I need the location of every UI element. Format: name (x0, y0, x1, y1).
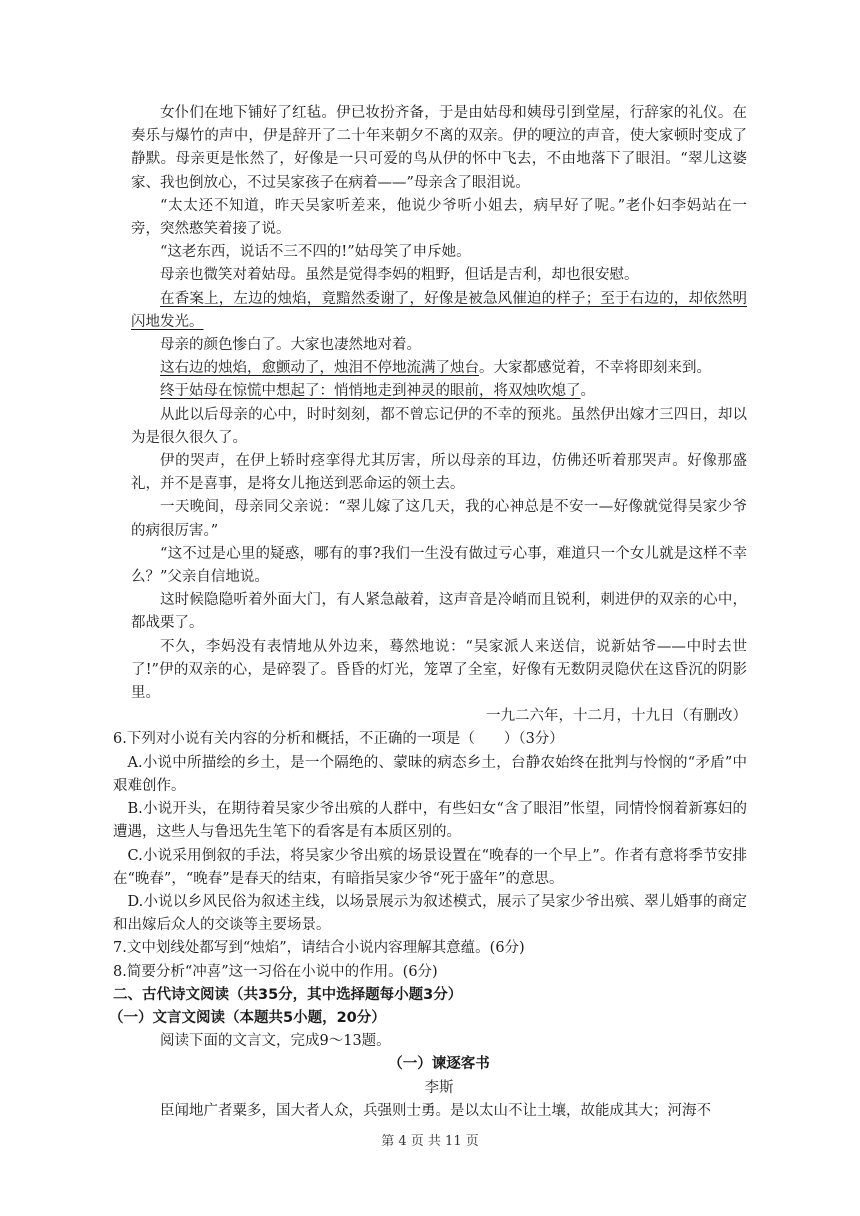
page-content (109, 102, 747, 1123)
story-paragraph: “太太还不知道，昨天吴家听差来，他说少爷听小姐去，病早好了呢。”老仆妇李妈站在一旁，突然憨笑着接了说。 (131, 197, 747, 238)
section-heading: 二、古代诗文阅读（共35分，其中选择题每小题3分） (113, 986, 463, 1003)
question-8: 8.简要分析“冲喜”这一习俗在小说中的作用。(6分) (113, 963, 438, 980)
story-paragraph: 母亲的颜色惨白了。大家也凄然地对着。 (160, 337, 421, 354)
story-paragraph-underlined (131, 380, 747, 403)
story-paragraph: 从此以后母亲的心中，时时刻刻，都不曾忘记伊的不幸的预兆。虽然伊出嫁才三四日，却以为是很久很久了。 (131, 406, 747, 446)
story-text: 。 (580, 383, 595, 400)
question-6-option-d: D.小说以乡风民俗为叙述主线，以场景展示为叙述模式，展示了吴家少爷出殡、翠儿婚事的商定和出嫁后众人的交谈等主要场景。 (113, 893, 747, 934)
story-paragraph: 女仆们在地下铺好了红毡。伊已妆扮齐备，于是由姑母和姨母引到堂屋，行辞家的礼仪。在奏乐与爆竹的声中，伊是辞开了二十年来朝夕不离的双亲。伊的哽泣的声音，使大家顿时变成了静默。母亲更是怅然了，好像是一只可爱的鸟从伊的怀中飞去，不由地落下了眼泪。“翠儿这婆家、我也倒放心，不过吴家孩子在病着——”母亲含了眼泪说。 (131, 105, 747, 191)
story-paragraph-underlined (131, 357, 747, 380)
passage-author: 李斯 (424, 1079, 454, 1096)
page-footer: 第 4 页 共 11 页 (381, 1134, 479, 1149)
reading-instruction: 阅读下面的文言文，完成9～13题。 (160, 1033, 391, 1050)
story-paragraph: “这老东西，说话不三不四的!”姑母笑了申斥她。 (160, 244, 471, 261)
subsection-heading: （一）文言文阅读（本题共5小题，20分） (109, 1009, 386, 1026)
question-6: 6.下列对小说有关内容的分析和概括，不正确的一项是（ ）（3分） (113, 731, 564, 748)
story-paragraph: 母亲也微笑对着姑母。虽然是觉得李妈的粗野，但话是吉利，却也很安慰。 (160, 267, 639, 284)
underlined-passage-3: 终于姑母在惊慌中想起了：悄悄地走到神灵的眼前，将双烛吹熄了 (160, 383, 581, 400)
story-paragraph-underlined (131, 288, 747, 334)
question-6-option-a: A.小说中所描绘的乡土，是一个隔绝的、蒙昧的病态乡土，台静农始终在批判与怜悯的“矛盾”中艰难创作。 (113, 754, 747, 794)
question-6-option-c: C.小说采用倒叙的手法，将吴家少爷出殡的场景设置在“晚春的一个早上”。作者有意将季节安排在“晚春”，“晚春”是春天的结束，有暗指吴家少爷“死于盛年”的意思。 (113, 847, 747, 887)
question-6-option-b: B.小说开头，在期待着吴家少爷出殡的人群中，有些妇女“含了眼泪”怅望，同情怜悯着新寡妇的遭遇，这些人与鲁迅先生笔下的看客是有本质区别的。 (113, 801, 747, 841)
story-paragraph: 伊的哭声，在伊上轿时痉挛得尤其厉害，所以母亲的耳边，仿佛还听着那哭声。好像那盛礼，并不是喜事，是将女儿拖送到恶命运的领土去。 (131, 453, 747, 493)
question-7: 7.文中划线处都写到“烛焰”，请结合小说内容理解其意蕴。(6分) (113, 940, 525, 957)
story-date: 一九二六年，十二月，十九日（有删改） (486, 708, 747, 725)
story-paragraph: 这时候隐隐听着外面大门，有人紧急敲着，这声音是冷峭而且锐利，刺进伊的双亲的心中，都战栗了。 (131, 592, 747, 632)
underlined-passage-1: 在香案上，左边的烛焰，竟黯然委谢了，好像是被急风催迫的样子；至于右边的，却依然明闪地发光。 (131, 290, 747, 330)
story-paragraph: “这不过是心里的疑惑，哪有的事?我们一生没有做过亏心事，难道只一个女儿就是这样不幸么？”父亲自信地说。 (131, 545, 747, 586)
passage-title: （一）谏逐客书 (388, 1056, 490, 1073)
underlined-passage-2: 这右边的烛焰，愈颤动了，烛泪不停地流满了烛台 (160, 360, 479, 377)
story-paragraph: 不久，李妈没有表情地从外边来，蓦然地说：“吴家派人来送信，说新姑爷——中时去世了!”伊的双亲的心，是碎裂了。昏昏的灯光，笼罩了全室，好像有无数阴灵隐伏在这昏沉的阴影里。 (131, 638, 747, 702)
story-text: 。大家都感觉着，不幸将即刻来到。 (479, 360, 711, 377)
passage-text: 臣闻地广者粟多，国大者人众，兵强则士勇。是以太山不让土壤，故能成其大；河海不 (160, 1102, 711, 1119)
story-paragraph: 一天晚间，母亲同父亲说：“翠儿嫁了这几天，我的心神总是不安一—好像就觉得吴家少爷的病很厉害。” (131, 499, 747, 539)
